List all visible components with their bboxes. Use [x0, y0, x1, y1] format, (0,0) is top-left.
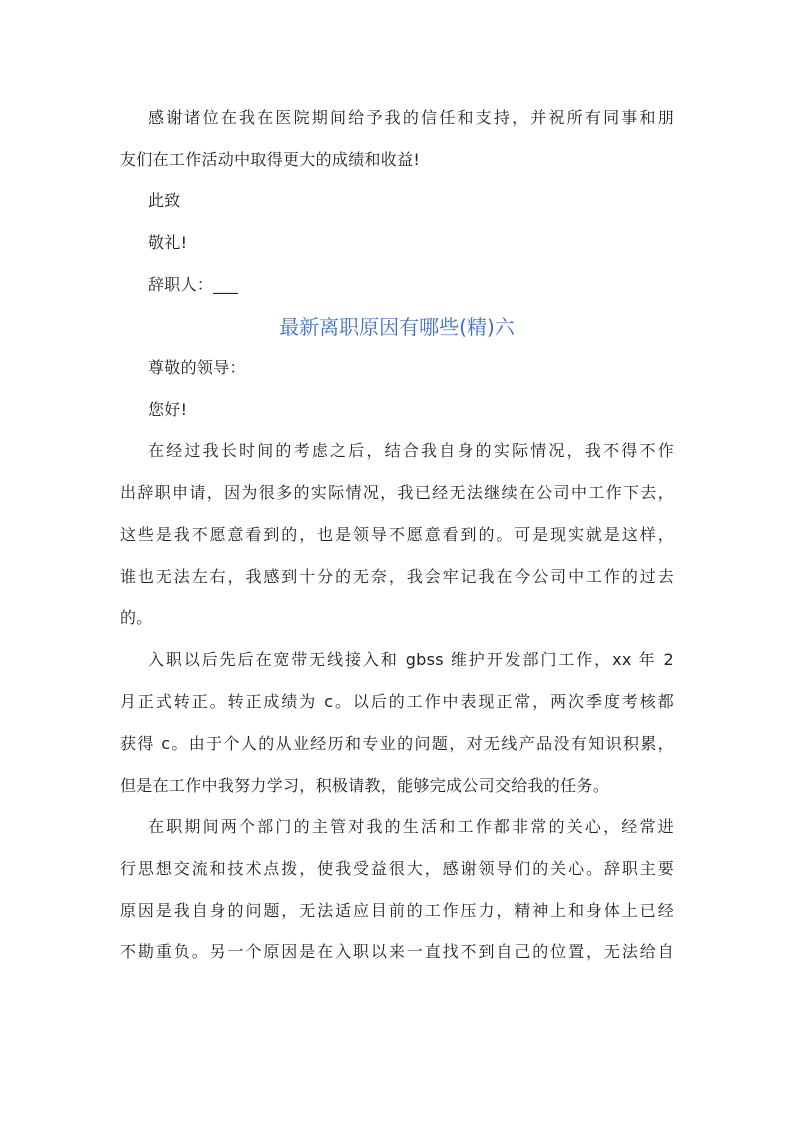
paragraph-line: 但是在工作中我努力学习，积极请教，能够完成公司交给我的任务。: [120, 776, 610, 795]
paragraph-line: 的。: [120, 608, 153, 627]
section-title: 最新离职原因有哪些(精)六: [279, 315, 515, 339]
paragraph-line: 在职期间两个部门的主管对我的生活和工作都非常的关心，经常进: [148, 817, 674, 836]
greeting-line: 尊敬的领导：: [148, 358, 246, 377]
paragraph-line: 获得 c。由于个人的从业经历和专业的问题，对无线产品没有知识积累，: [120, 734, 674, 753]
paragraph-line: 不勘重负。另一个原因是在入职以来一直找不到自己的位置，无法给自: [120, 942, 674, 961]
paragraph-line: 月正式转正。转正成绩为 c。以后的工作中表现正常，两次季度考核都: [120, 692, 674, 711]
paragraph-line: 入职以后先后在宽带无线接入和 gbss 维护开发部门工作，xx 年 2: [148, 650, 674, 669]
hello-line: 您好!: [148, 400, 188, 419]
paragraph-line: 在经过我长时间的考虑之后，结合我自身的实际情况，我不得不作: [148, 441, 674, 460]
paragraph-line: 感谢诸位在我在医院期间给予我的信任和支持，并祝所有同事和朋: [148, 108, 674, 127]
paragraph-line: 谁也无法左右，我感到十分的无奈，我会牢记我在今公司中工作的过去: [120, 567, 674, 586]
closing-line: 此致: [148, 191, 181, 210]
paragraph-line: 行思想交流和技术点拨，使我受益很大，感谢领导们的关心。辞职主要: [120, 859, 674, 878]
paragraph-line: 友们在工作活动中取得更大的成绩和收益!: [120, 150, 421, 169]
closing-line: 敬礼!: [148, 233, 188, 252]
signature-line: 辞职人：___: [148, 275, 239, 294]
paragraph-line: 这些是我不愿意看到的，也是领导不愿意看到的。可是现实就是这样，: [120, 525, 674, 544]
paragraph-line: 原因是我自身的问题，无法适应目前的工作压力，精神上和身体上已经: [120, 901, 674, 920]
paragraph-line: 出辞职申请，因为很多的实际情况，我已经无法继续在公司中工作下去，: [120, 483, 674, 502]
